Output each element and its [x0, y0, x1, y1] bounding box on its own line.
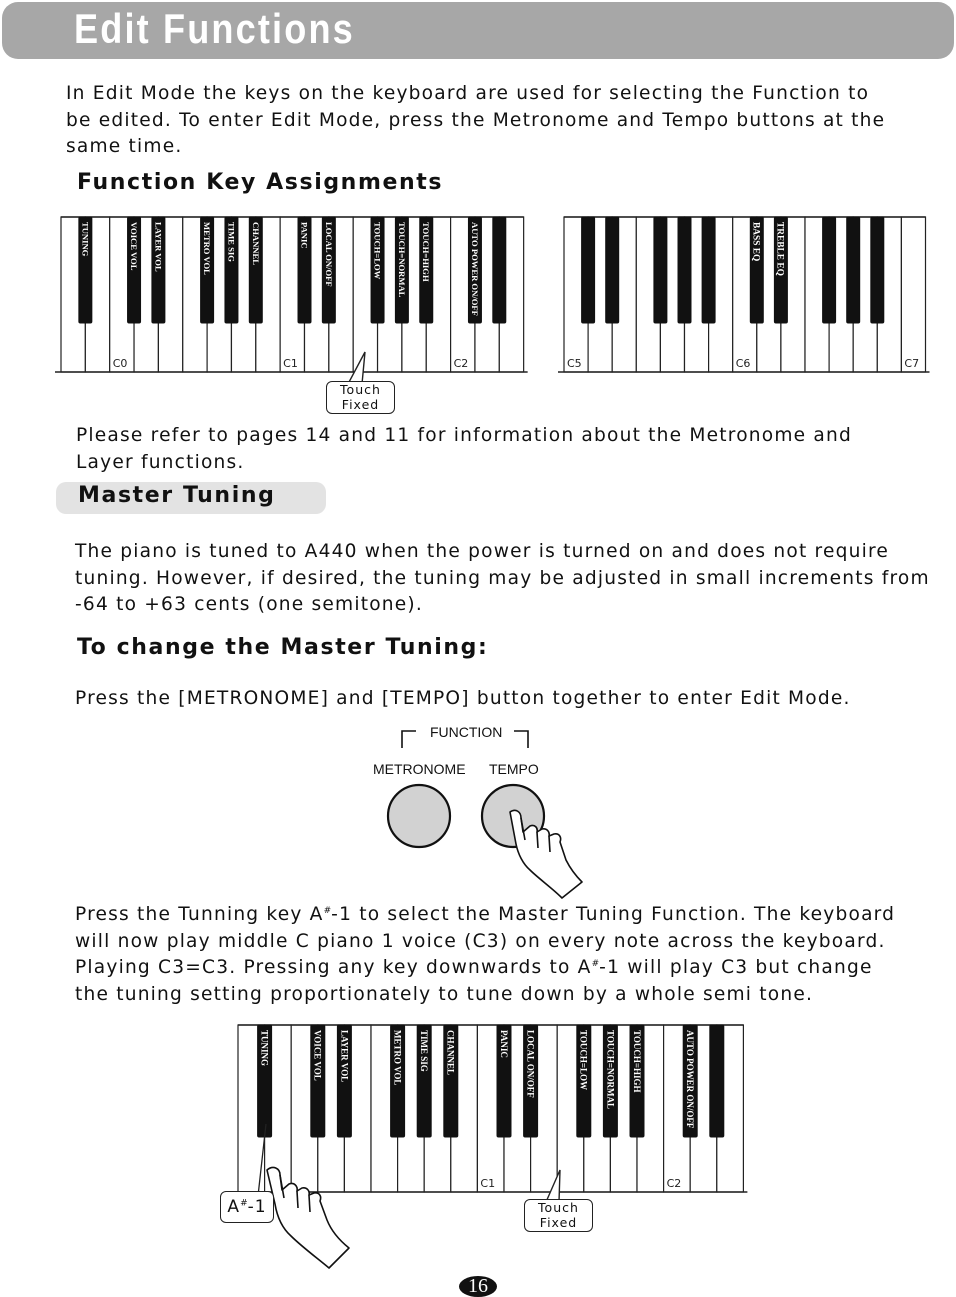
touch-fixed-line2: Fixed [341, 397, 380, 412]
black-key-label: BASS EQ [750, 222, 761, 262]
c-octave-label: C2 [453, 357, 469, 370]
black-key-label: TUNING [80, 222, 91, 257]
black-key-label: TOUCH=LOW [372, 222, 383, 280]
black-key [823, 217, 836, 323]
black-key-label: METRO VOL [202, 222, 213, 275]
black-key-label: PANIC [498, 1030, 509, 1058]
step2-line4: the tuning setting proportionately to tune down by a whole semi tone. [75, 984, 814, 1006]
step2-line3b: -1 will play C3 but change [599, 957, 873, 979]
change-master-tuning-heading: To change the Master Tuning: [77, 635, 489, 660]
black-key [871, 217, 884, 323]
black-key-label: TOUCH=HIGH [421, 222, 432, 282]
a-sharp-pointer-line [250, 1120, 280, 1200]
black-key [493, 217, 506, 323]
step2-line3 [75, 955, 945, 982]
keyboard-right-svg [556, 213, 936, 379]
metronome-label: METRONOME [373, 761, 466, 777]
touch-fixed-pointer-bottom [540, 1168, 580, 1203]
master-tuning-paragraph: The piano is tuned to A440 when the power is turned on and does not require tuning. However, if desired, the tuning may be adjusted in small increments from -64 to +63 cents (one semitone). [75, 541, 930, 616]
black-key-label: TIME SIG [419, 1030, 430, 1072]
keyboard-left-svg [55, 213, 535, 379]
black-key-label: TREBLE EQ [774, 222, 785, 276]
a-sharp-sup: # [240, 1198, 248, 1209]
a-sharp-suffix: -1 [247, 1197, 267, 1217]
black-key-label: TOUCH=NORMAL [605, 1030, 616, 1109]
black-key-label: TOUCH=HIGH [631, 1030, 642, 1093]
a-sharp-letter: A [227, 1197, 241, 1217]
black-key-label: TOUCH=LOW [578, 1030, 589, 1090]
page-title: Edit Functions [74, 5, 355, 52]
step2-paragraph [75, 902, 945, 1009]
function-buttons-illustration [380, 778, 600, 903]
touch-fixed-line1: Touch [340, 382, 381, 397]
black-key [606, 217, 619, 323]
step2-line2: will now play middle C piano 1 voice (C3) on every note across the keyboard. [75, 930, 886, 952]
white-key [901, 217, 925, 372]
refer-paragraph: Please refer to pages 14 and 11 for information about the Metronome and Layer functions. [76, 425, 852, 473]
keyboard-left-diagram [55, 213, 535, 379]
sharp-sup-1: # [323, 905, 332, 916]
c-octave-label: C6 [735, 357, 751, 370]
black-key-label: TUNING [259, 1030, 270, 1067]
black-key-label: TIME SIG [226, 222, 237, 262]
black-key-label: AUTO POWER ON/OFF [685, 1030, 696, 1129]
sharp-sup-2: # [591, 959, 600, 970]
page-number: 16 [459, 1276, 497, 1297]
step2-line1a: Press the Tunning key A [75, 904, 324, 925]
tempo-label: TEMPO [489, 761, 539, 777]
intro-paragraph: In Edit Mode the keys on the keyboard are used for selecting the Function to be edited. To enter Edit Mode, press the Metronome and Tempo buttons at the same time. [66, 83, 886, 158]
black-key [847, 217, 860, 323]
step2-line1 [75, 902, 945, 929]
c-octave-label: C1 [283, 357, 298, 370]
black-key-label: TOUCH=NORMAL [396, 222, 407, 298]
black-key-label: LAYER VOL [153, 222, 164, 272]
black-key [582, 217, 595, 323]
black-key-label: LOCAL ON/OFF [323, 222, 334, 287]
step1-paragraph: Press the [METRONOME] and [TEMPO] button together to enter Edit Mode. [75, 688, 851, 709]
touch-fixed-label-bottom [524, 1199, 593, 1232]
black-key [710, 1025, 724, 1137]
c-octave-label: C2 [666, 1177, 682, 1190]
touch-fixed-pointer [340, 350, 380, 385]
black-key-label: METRO VOL [392, 1030, 403, 1086]
black-key-label: PANIC [299, 222, 310, 249]
black-key-label: AUTO POWER ON/OFF [469, 222, 480, 316]
master-tuning-heading: Master Tuning [78, 483, 276, 508]
hand-pointer-icon [510, 810, 582, 898]
black-key [678, 217, 691, 323]
black-key-label: LOCAL ON/OFF [525, 1030, 536, 1098]
black-key-label: CHANNEL [445, 1030, 456, 1076]
touch-fixed-bottom-line2: Fixed [539, 1215, 578, 1230]
black-key [702, 217, 715, 323]
black-key-label: CHANNEL [250, 222, 261, 265]
c-octave-label: C5 [567, 357, 582, 370]
step2-line1b: -1 to select the Master Tuning Function. The keyboard [331, 904, 896, 925]
black-key-label: VOICE VOL [312, 1030, 323, 1081]
black-key-label: LAYER VOL [339, 1030, 350, 1083]
c-octave-label: C0 [112, 357, 128, 370]
a-sharp-1-label [220, 1191, 274, 1223]
touch-fixed-bottom-line1: Touch [538, 1200, 579, 1215]
function-label: FUNCTION [430, 724, 503, 740]
c-octave-label: C1 [480, 1177, 496, 1190]
black-key [654, 217, 667, 323]
metronome-button [388, 785, 450, 847]
step2-line3a: Playing C3=C3. Pressing any key downwards to A [75, 957, 592, 979]
function-key-assignments-heading: Function Key Assignments [77, 170, 444, 195]
black-key-label: VOICE VOL [129, 222, 140, 271]
c-octave-label: C7 [904, 357, 920, 370]
touch-fixed-label-top [326, 381, 395, 414]
keyboard-right-diagram [556, 213, 936, 379]
